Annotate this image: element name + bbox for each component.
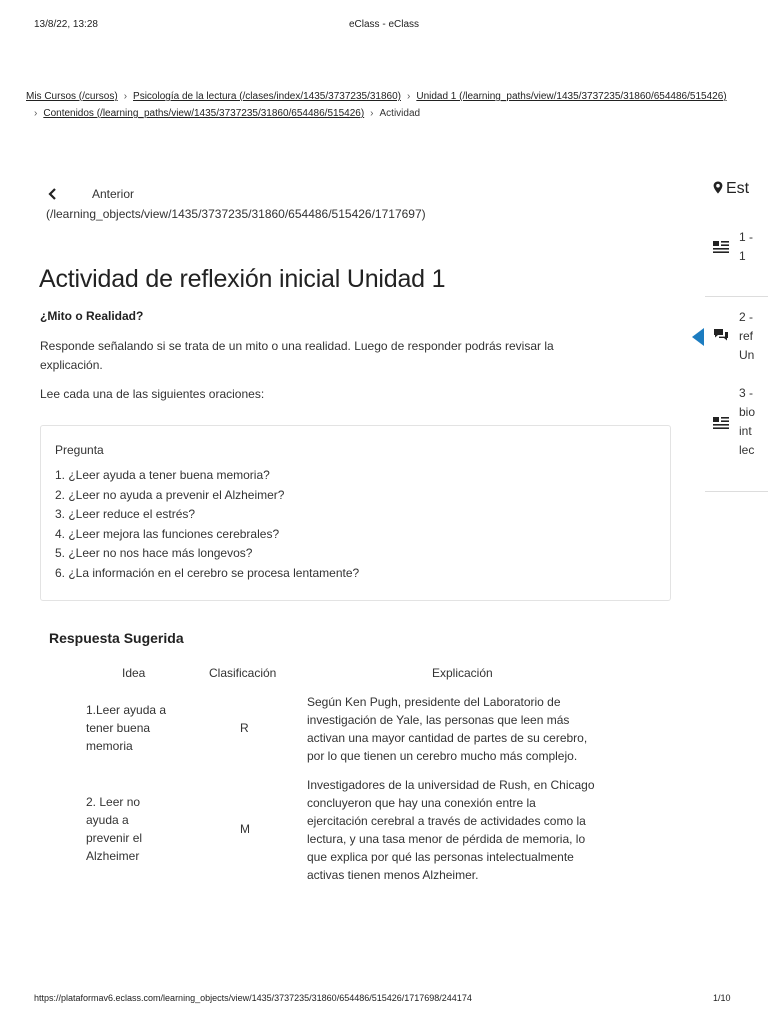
question-item: 5. ¿Leer no nos hace más longevos? [55, 546, 253, 560]
sidebar-item-line: lec [739, 443, 755, 457]
sidebar-item-line: Un [739, 348, 755, 362]
sidebar-item-line: ref [739, 329, 754, 343]
breadcrumb-mis-cursos[interactable]: Mis Cursos (/cursos) [26, 91, 118, 102]
question-card [40, 425, 671, 601]
print-footer-url: https://plataformav6.eclass.com/learning_objects/view/1435/3737235/31860/654486/515426/1717698/244174 [34, 993, 472, 1003]
question-item: 2. ¿Leer no ayuda a prevenir el Alzheimer? [55, 487, 285, 502]
sidebar-item-label [739, 384, 755, 460]
question-item: 3. ¿Leer reduce el estrés? [55, 507, 196, 521]
activity-instruction: Lee cada una de las siguientes oraciones: [40, 387, 265, 401]
print-title: eClass - eClass [348, 19, 420, 30]
idea-line: Alzheimer [86, 849, 140, 863]
idea-line: tener buena [86, 721, 151, 735]
right-panel-header [713, 180, 749, 198]
idea-line: 1.Leer ayuda a [86, 703, 167, 717]
question-list [55, 466, 359, 583]
breadcrumb-unidad-1[interactable]: Unidad 1 (/learning_paths/view/1435/3737235/31860/654486/515426) [416, 91, 727, 102]
question-item: 6. ¿La información en el cerebro se procesa lentamente? [55, 565, 360, 580]
breadcrumb-contenidos[interactable]: Contenidos (/learning_paths/view/1435/3737235/31860/654486/515426) [43, 108, 365, 119]
table-row-idea [86, 701, 196, 755]
right-panel [705, 172, 768, 502]
sidebar-item-line: 1 - [739, 230, 754, 244]
print-page-count: 1/10 [713, 993, 731, 1003]
breadcrumb-separator: › [370, 108, 374, 119]
idea-line: prevenir el [86, 831, 143, 845]
sidebar-divider [705, 491, 768, 492]
active-item-arrow [692, 328, 704, 346]
sidebar-item-line: int [739, 424, 752, 438]
explanation-line: activas tienen menos Alzheimer. [307, 868, 479, 882]
map-pin-icon [713, 181, 723, 194]
right-panel-header-text: Est [726, 180, 750, 197]
document-icon [713, 417, 729, 431]
explanation-line: ejercitación cerebral a través de actividades como la [307, 814, 586, 828]
activity-subtitle: ¿Mito o Realidad? [40, 309, 144, 323]
print-date: 13/8/22, 13:28 [34, 19, 98, 30]
sidebar-item-line: bio [739, 405, 756, 419]
document-icon [713, 241, 729, 255]
activity-intro: Responde señalando si se trata de un mito o una realidad. Luego de responder podrás revisar la explicación. [40, 339, 554, 372]
table-row-classification: R [240, 721, 249, 735]
previous-label: Anterior [92, 187, 135, 201]
explanation-line: lectura, y una tasa menor de pérdida de memoria, lo [307, 832, 586, 846]
question-item: 4. ¿Leer mejora las funciones cerebrales? [55, 526, 280, 541]
breadcrumb-separator: › [407, 91, 411, 102]
header-idea: Idea [122, 666, 146, 680]
table-row-explanation [307, 776, 637, 884]
answer-title: Respuesta Sugerida [49, 630, 184, 646]
table-row-idea [86, 793, 196, 865]
explanation-line: Según Ken Pugh, presidente del Laboratorio de [307, 695, 561, 709]
page-title: Actividad de reflexión inicial Unidad 1 [39, 265, 446, 293]
header-explicacion: Explicación [432, 666, 493, 680]
question-item: 1. ¿Leer ayuda a tener buena memoria? [55, 468, 270, 482]
print-header [0, 19, 768, 33]
idea-line: memoria [86, 739, 133, 753]
question-card-title: Pregunta [55, 443, 104, 457]
idea-line: 2. Leer no [86, 795, 141, 809]
breadcrumb-separator: › [123, 91, 128, 102]
idea-line: ayuda a [86, 813, 129, 827]
chat-icon [713, 328, 729, 342]
breadcrumb-psicologia[interactable]: Psicología de la lectura (/clases/index/1435/3737235/31860) [133, 91, 401, 102]
table-row-explanation [307, 693, 637, 765]
explanation-line: investigación de Yale, las personas que leen más [307, 713, 570, 727]
breadcrumb-separator: › [34, 108, 38, 119]
sidebar-item-label [739, 228, 753, 266]
sidebar-item-line: 1 [739, 249, 746, 263]
explanation-line: por lo que tienen un cerebro mucho más complejo. [307, 749, 578, 763]
breadcrumb [26, 88, 768, 122]
explanation-line: concluyeron que hay una conexión entre la [307, 796, 536, 810]
table-row-classification: M [240, 822, 250, 836]
explanation-line: que explica por qué las personas intelectualmente [307, 850, 574, 864]
header-clasificacion: Clasificación [209, 666, 277, 680]
chevron-left-icon [46, 186, 60, 202]
explanation-line: Investigadores de la universidad de Rush, en Chicago [307, 778, 595, 792]
sidebar-divider [705, 296, 768, 297]
sidebar-item-line: 2 - [739, 310, 754, 324]
explanation-line: activan una mayor cantidad de partes de su cerebro, [307, 731, 588, 745]
sidebar-item-label [739, 308, 754, 365]
breadcrumb-current: Actividad [379, 108, 421, 119]
previous-url: (/learning_objects/view/1435/3737235/31860/654486/515426/1717697) [46, 207, 426, 221]
sidebar-item-line: 3 - [739, 386, 754, 400]
